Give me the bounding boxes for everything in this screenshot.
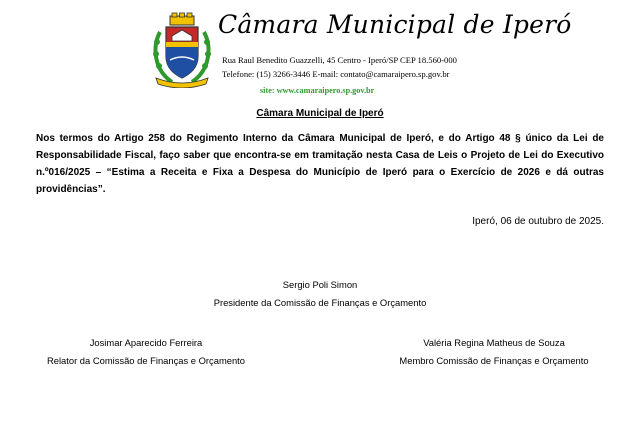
rapporteur-role: Relator da Comissão de Finanças e Orçamento (46, 355, 245, 366)
member-name: Valéria Regina Matheus de Souza (423, 337, 565, 348)
president-role: Presidente da Comissão de Finanças e Orçamento (213, 297, 427, 308)
member-role: Membro Comissão de Finanças e Orçamento (399, 355, 589, 366)
document-title: Câmara Municipal de Iperó (256, 108, 384, 119)
org-address: Rua Raul Benedito Guazzelli, 45 Centro - Iperó/SP CEP 18.560-000 (222, 55, 457, 65)
org-name: Câmara Municipal de Iperó (218, 10, 572, 39)
rapporteur-name: Josimar Aparecido Ferreira (89, 337, 203, 348)
org-contact: Telefone: (15) 3266-3446 E-mail: contato@camaraipero.sp.gov.br (222, 69, 450, 79)
org-site-link[interactable]: site: www.camaraipero.sp.gov.br (260, 86, 375, 95)
document-date: Iperó, 06 de outubro de 2025. (472, 216, 604, 227)
letterhead (150, 8, 572, 95)
municipal-coat-of-arms-icon (150, 12, 214, 88)
member-signature (384, 334, 604, 370)
rapporteur-signature (36, 334, 256, 370)
president-name: Sergio Poli Simon (282, 279, 358, 290)
document-body: Nos termos do Artigo 258 do Regimento Interno da Câmara Municipal de Iperó, e do Artigo 48 § único da Lei de Responsabilidade Fiscal, faço saber que encontra-se em tramitação nesta Casa de Leis o Projeto de Lei do Executivo n.º016/2025 – “Estima a Receita e Fixa a Despesa do Município de Iperó para o Exercício de 2026 e dá outras providências”. (36, 133, 604, 195)
